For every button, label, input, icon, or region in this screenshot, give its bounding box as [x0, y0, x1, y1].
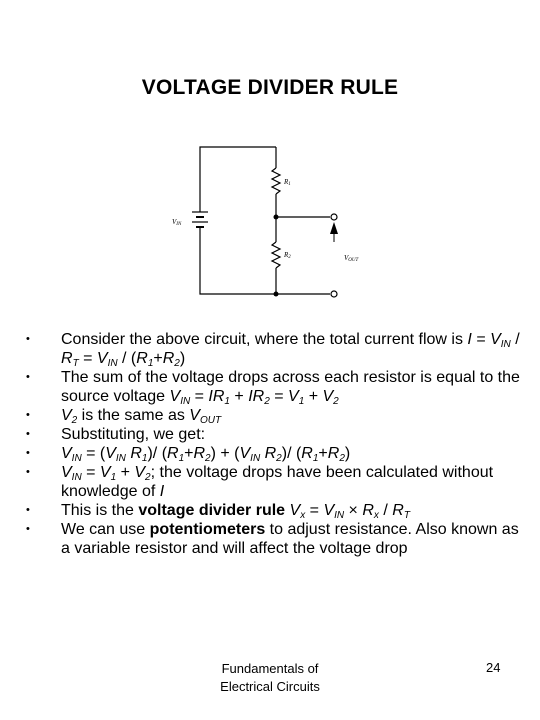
- vin-label: VIN: [172, 218, 182, 227]
- voltage-divider-circuit-diagram: [160, 140, 380, 305]
- slide-title: VOLTAGE DIVIDER RULE: [141, 76, 399, 99]
- resistor-r1: [272, 168, 280, 194]
- footer-course-title: Fundamentals of Electrical Circuits: [220, 661, 320, 694]
- vout-arrow: [330, 222, 338, 242]
- bullet-item-6: • $V_{IN} = V_1 + V_2$; the voltage drops have been calculated without knowledge of I: [26, 464, 494, 500]
- output-terminal-top: [331, 214, 337, 220]
- bullet-list: [26, 330, 526, 558]
- battery-symbol: [192, 212, 208, 230]
- bullet-item-1: • Consider the above circuit, where the total current flow is $I = V_{IN} / R_T = V_{IN} / (R_1+R_2)$: [26, 331, 520, 369]
- r1-label: R1: [284, 178, 291, 187]
- output-terminal-bottom: [331, 291, 337, 297]
- bullet-item-5: • $V_{IN} = (V_{IN}$ $R_1)/$ $(R_1+R_2) + (V_{IN}$ $R_2)/$ $(R_1+R_2)$: [26, 445, 351, 464]
- vout-label: VOUT: [344, 254, 359, 263]
- page-number: 24: [486, 660, 501, 675]
- bullet-item-4: • Substituting, we get:: [26, 426, 206, 443]
- bullet-item-2: • The sum of the voltage drops across each resistor is equal to the source voltage $V_{IN} = IR_1 + IR_2 = V_1 + V_2$: [26, 369, 520, 407]
- resistor-r2: [272, 242, 280, 268]
- bullet-item-7: • This is the voltage divider rule $V_x = V_{IN} \times R_x / R_T$: [26, 502, 410, 521]
- r2-label: R2: [284, 251, 291, 260]
- bullet-item-8: • We can use potentiometers to adjust resistance. Also known as a variable resistor and will affect the voltage drop: [26, 521, 519, 557]
- bullet-item-3: • $V_2$ is the same as $V_{OUT}$: [26, 407, 222, 426]
